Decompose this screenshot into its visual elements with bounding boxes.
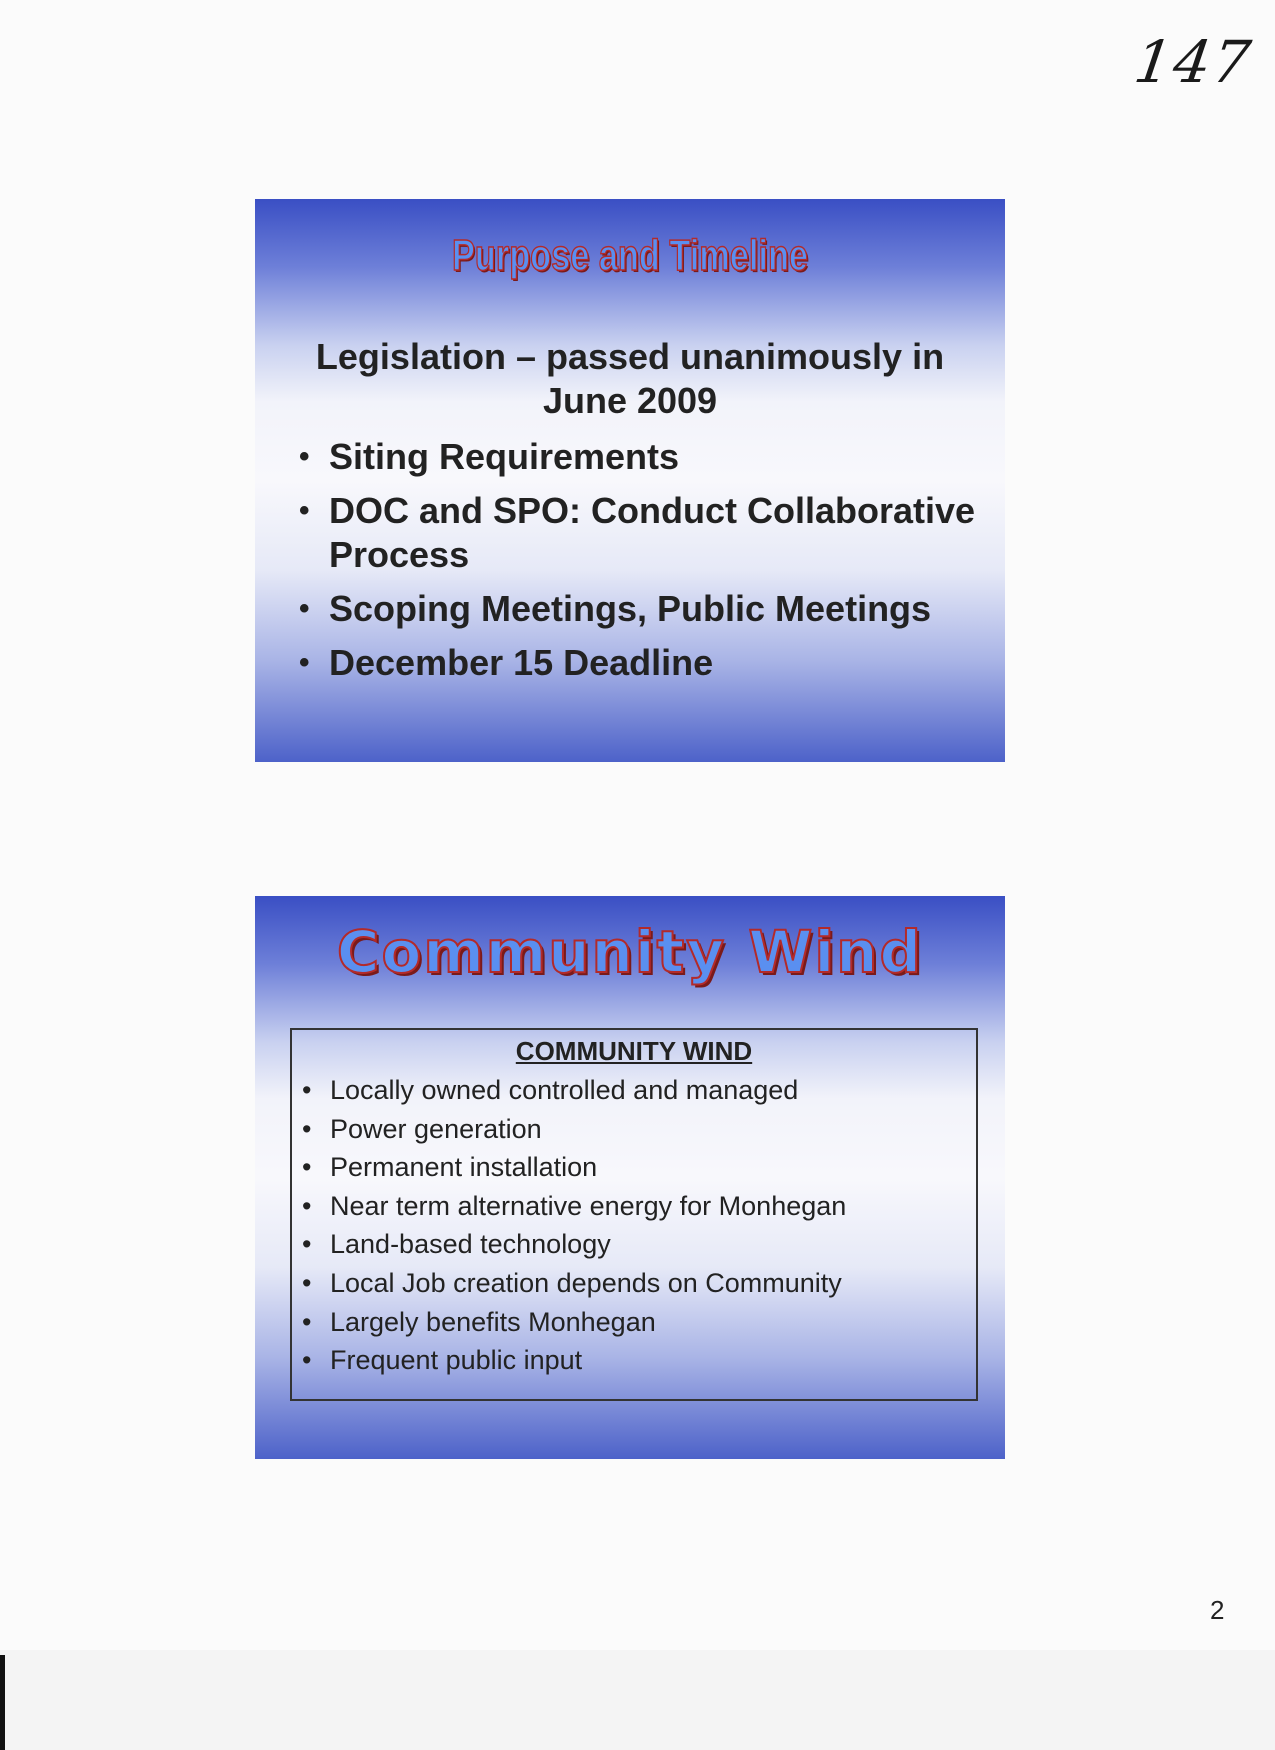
slide-community-wind [255,896,1005,1459]
slide-title: Purpose and Timeline [451,231,808,280]
bullet-list [292,1071,976,1380]
list-item: • Largely benefits Monhegan [292,1303,976,1342]
list-item: • Frequent public input [292,1341,976,1380]
scan-edge-mark [0,1655,5,1750]
legislation-statement: Legislation – passed unanimously in June 2009 [315,336,945,421]
slide-title: Community Wind [336,918,924,986]
bullet-list [299,435,979,695]
list-item: • Local Job creation depends on Community [292,1264,976,1303]
list-item: • Scoping Meetings, Public Meetings [299,587,979,631]
page-number: 2 [1210,1595,1225,1625]
list-item: • Power generation [292,1110,976,1149]
box-heading: COMMUNITY WIND [515,1036,753,1066]
list-item: • Near term alternative energy for Monhegan [292,1187,976,1226]
list-item: • Locally owned controlled and managed [292,1071,976,1110]
list-item: • DOC and SPO: Conduct Collaborative Process [299,489,979,577]
handwritten-page-number: 147 [1130,28,1257,96]
list-item: • Permanent installation [292,1148,976,1187]
list-item: • December 15 Deadline [299,641,979,685]
list-item: • Siting Requirements [299,435,979,479]
scan-bottom-band [0,1650,1275,1750]
content-box [290,1028,978,1401]
slide-purpose-timeline [255,199,1005,762]
list-item: • Land-based technology [292,1225,976,1264]
